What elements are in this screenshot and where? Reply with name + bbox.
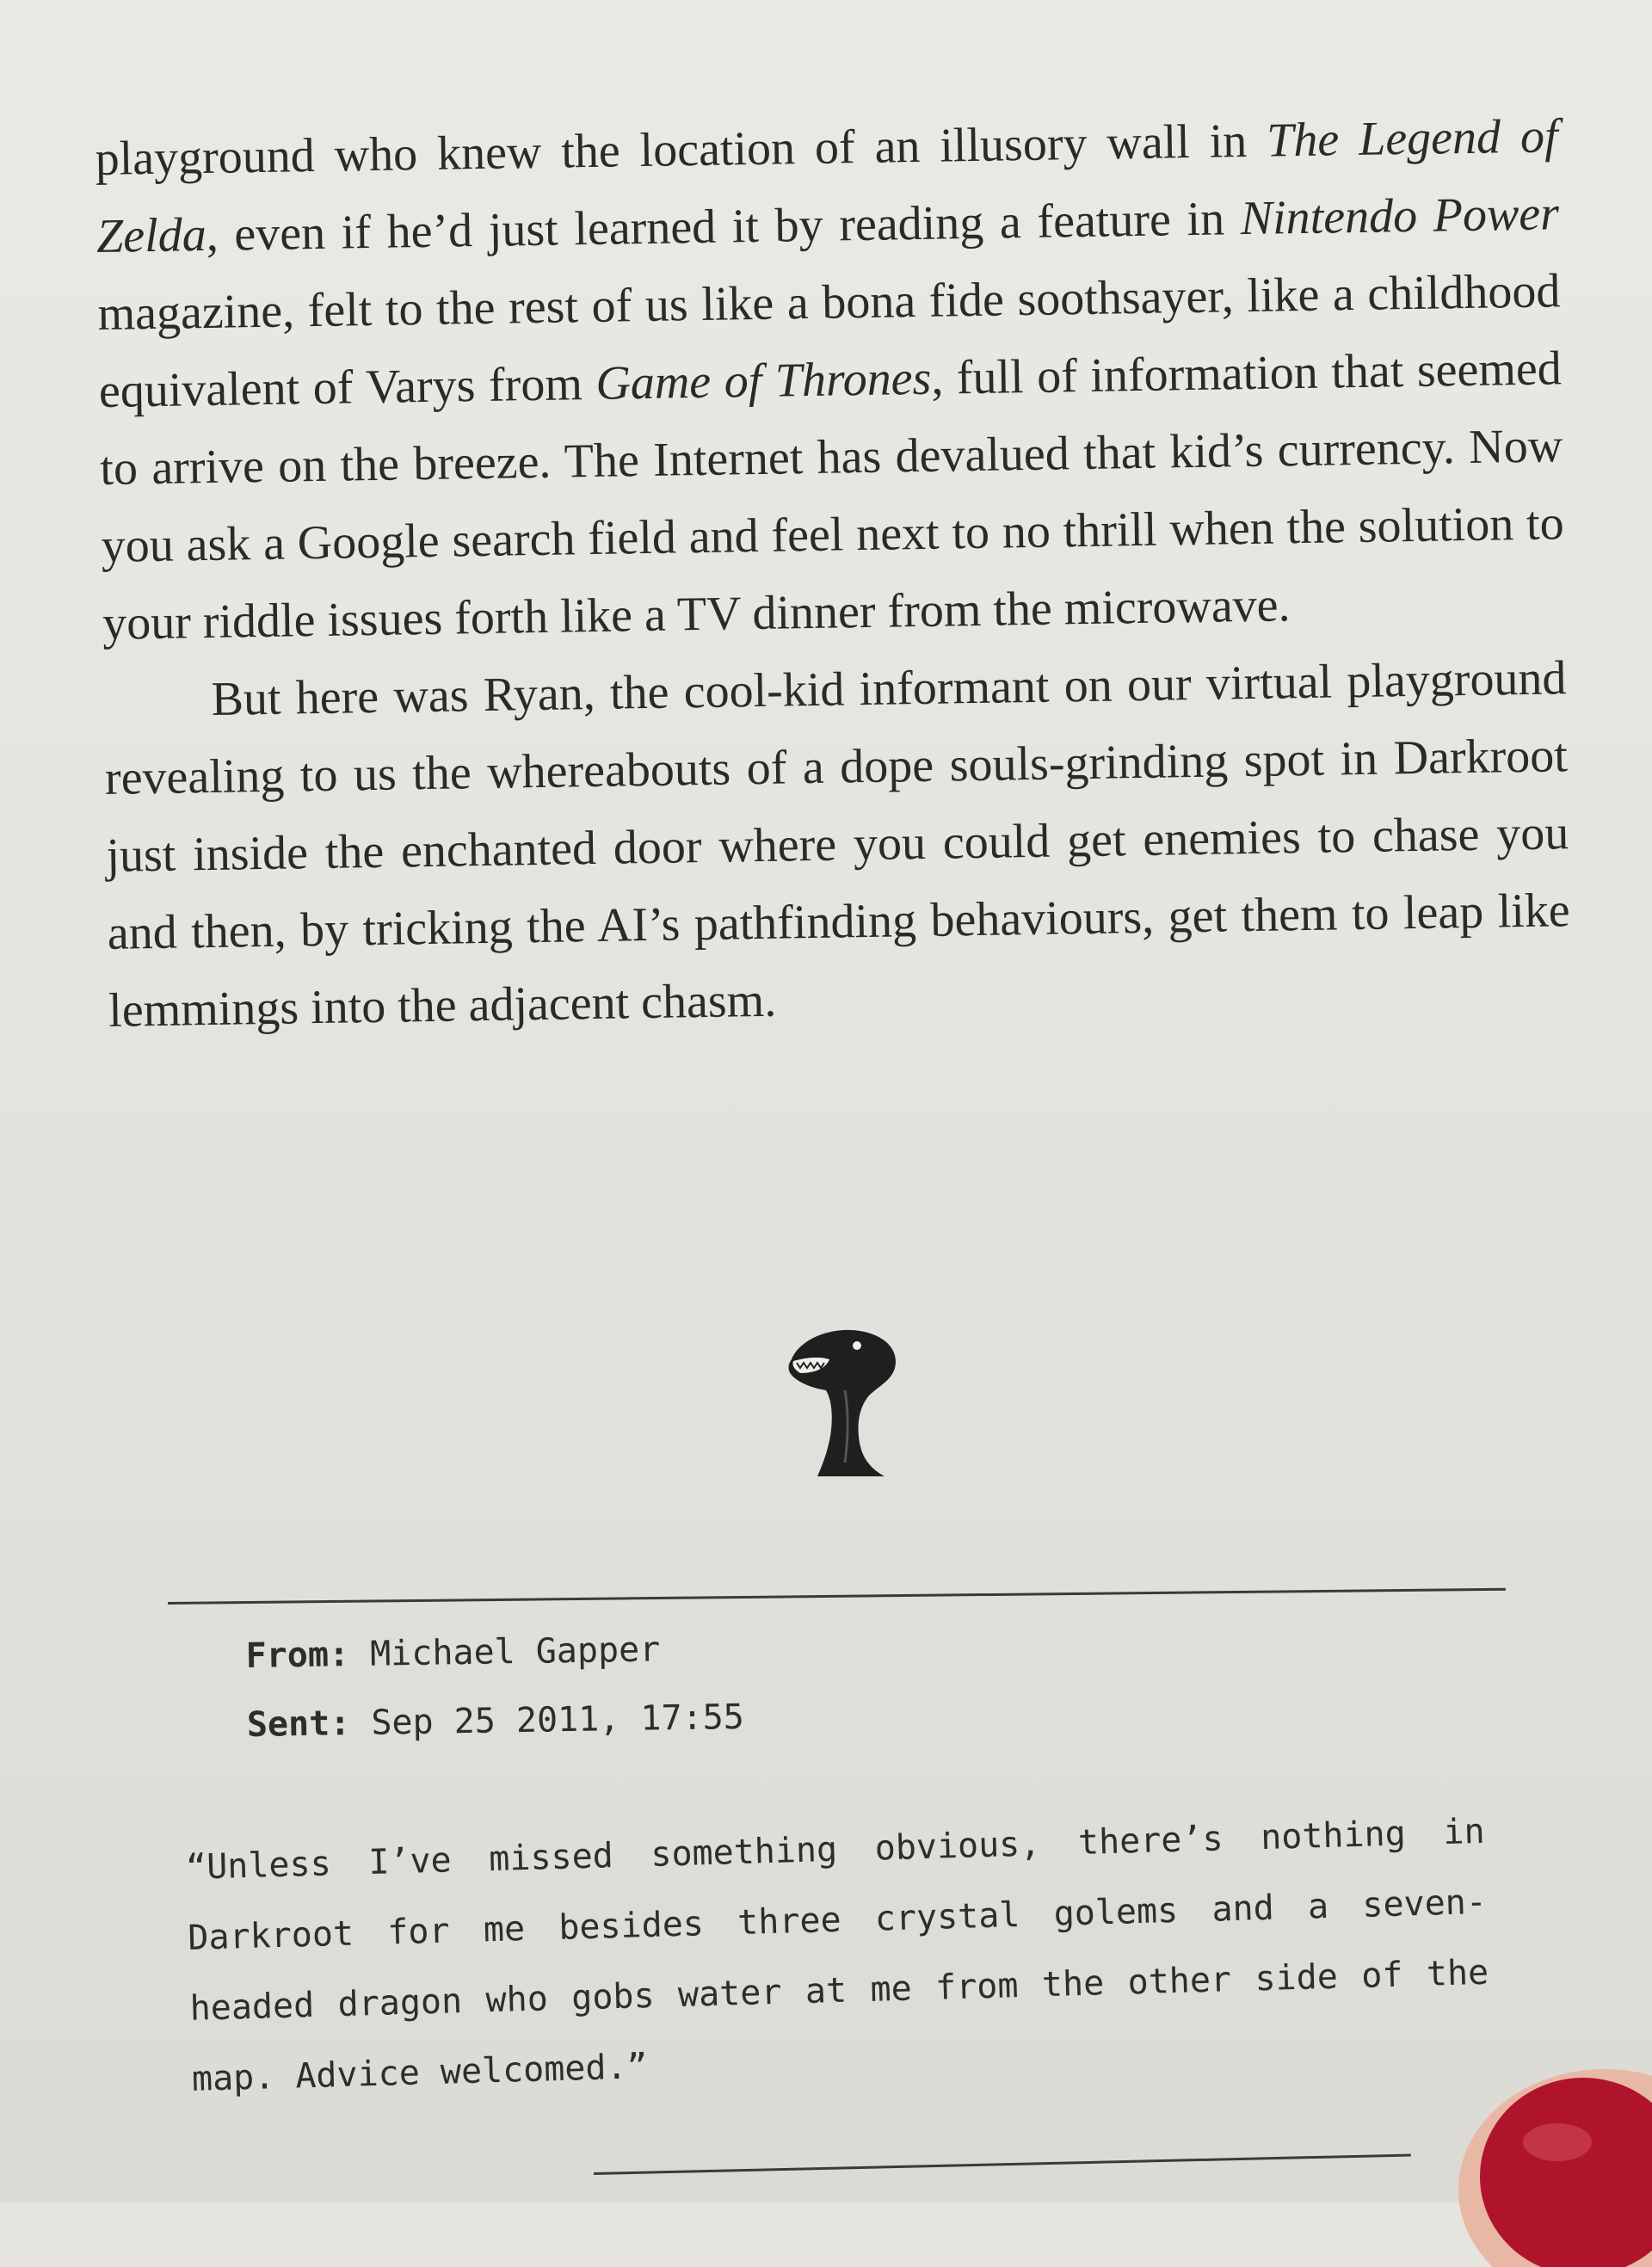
paragraph-1 [95,97,1566,662]
title-game-of-thrones: Game of Thrones [595,351,932,410]
paragraph-1-text-4: , full of information that seemed to arrive on the breeze. The Internet has devalued that kid’s currency. Now you ask a Google search field and feel next to no thrill when the solution to your riddle issues forth like a TV dinner from the microwave. [99,342,1565,650]
fingertip-icon [1433,2061,1652,2267]
email-from-label: From: [245,1635,350,1676]
dragon-head-icon [774,1316,903,1480]
email-sent-row [246,1683,744,1759]
email-quote [185,1796,1492,2115]
email-sent-label: Sent: [246,1703,351,1745]
email-from-value: Michael Gapper [369,1629,661,1674]
email-from-row [245,1614,743,1691]
email-sent-value: Sep 25 2011, 17:55 [371,1697,745,1743]
title-nintendo-power: Nintendo Power [1240,187,1560,246]
paragraph-2: But here was Ryan, the cool-kid informant on our virtual playground revealing to us the whereabouts of a dope souls-grinding spot in Darkroot just inside the enchanted door where you could get enemies to chase you and then, by tricking the AI’s pathfinding behaviours, get them to leap like lemmings into the adjacent chasm. [104,651,1571,1038]
body-text [95,97,1572,1050]
email-bottom-divider [594,2153,1411,2175]
email-header [245,1614,744,1759]
email-top-divider [168,1588,1506,1605]
email-quote-text: “Unless I’ve missed something obvious, there’s nothing in Darkroot for me besides three crystal golems and a seven-headed dragon who gobs water at me from the other side of the map. Advice welcomed.” [185,1811,1489,2099]
paragraph-1-text-1: playground who knew the location of an illusory wall in [95,114,1267,186]
paragraph-1-text-3: magazine, felt to the rest of us like a bona fide soothsayer, like a childhood equivalent of Varys from [97,264,1561,418]
paragraph-1-text-2: , even if he’d just learned it by reading a feature in [206,192,1242,262]
title-legend-of-zelda: The Legend of Zelda [96,109,1558,263]
